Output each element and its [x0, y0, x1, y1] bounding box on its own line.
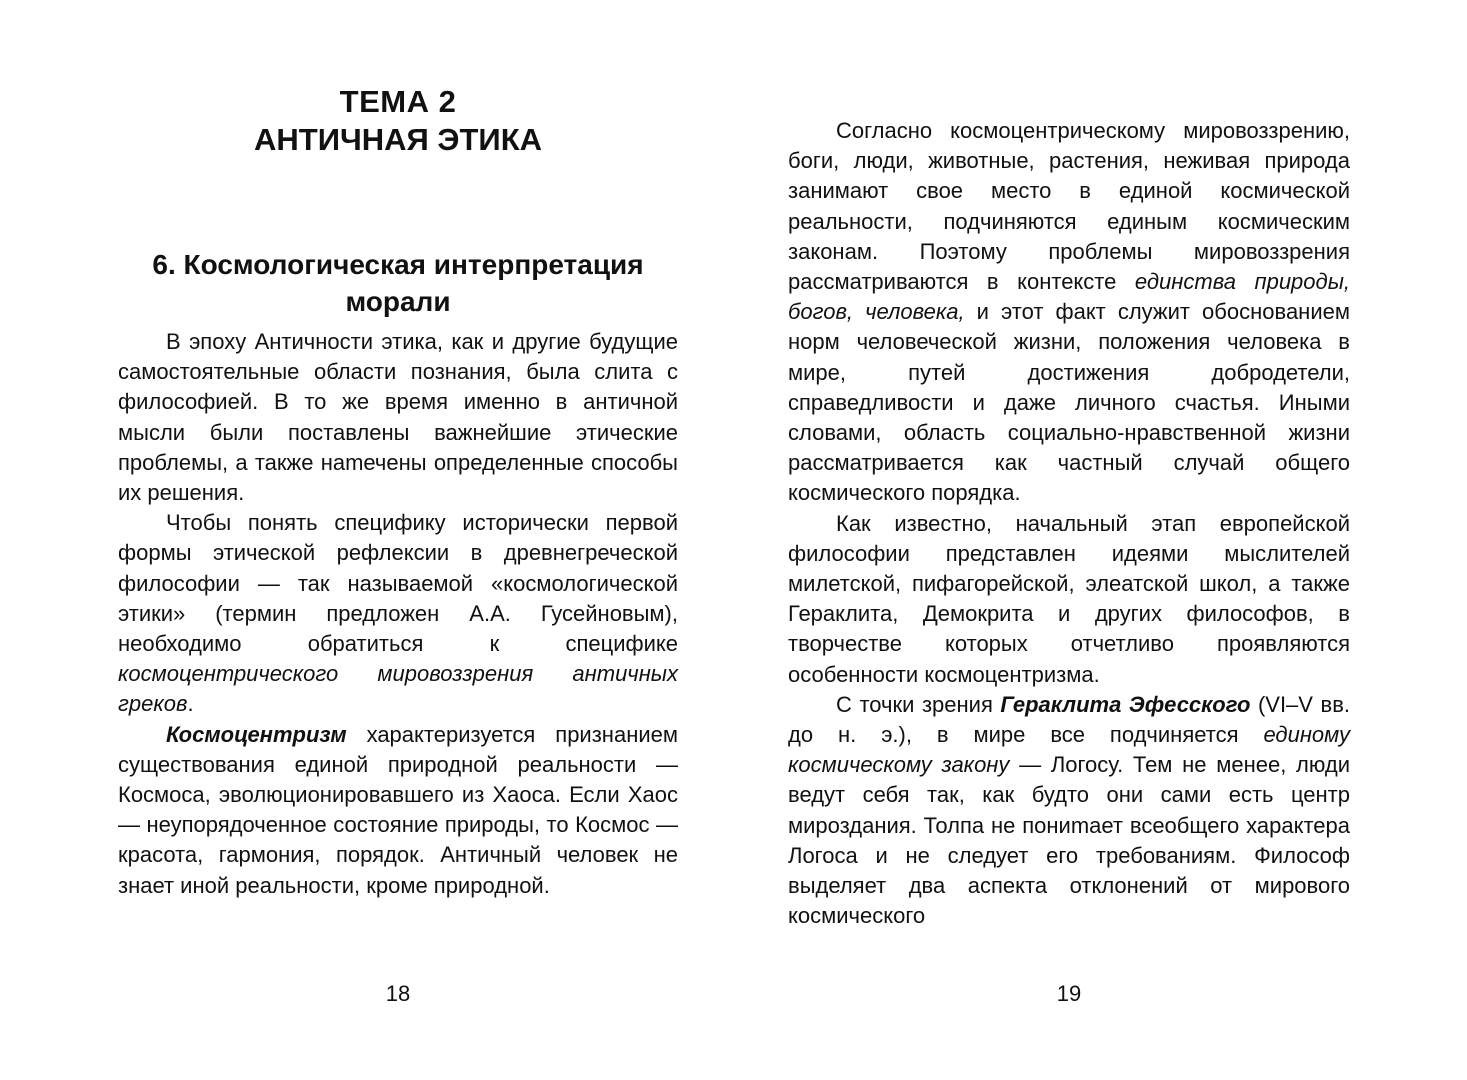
text-run: (VI–V вв. до н. э.), в мире все подчиняется [788, 691, 1351, 748]
text-run: — Логосу. Тем не менее, люди ведут себя так, как будто они сами есть центр мироздания. Толпа не пониmает всеобщего характера Логоса и не следует его требованиям. Философ выделяет два аспекта отклонений от мирового космического [788, 752, 1350, 929]
topic-title: АНТИЧНАЯ ЭТИКА [253, 122, 543, 157]
left-page [118, 0, 678, 1080]
italic-phrase: единому космическому закону [788, 722, 1350, 778]
right-body-text [788, 116, 1350, 931]
text-run: и этот факт служит обоснованием норм человеческой жизни, положения человека в мире, путей достижения добродетели, справедливости и даже личного счастья. Иными словами, область социально-нравственной жизни рассматривается как частный случай общего космического порядка. [788, 299, 1350, 506]
text-run: С точки зрения [836, 691, 1001, 717]
topic-number: ТЕМА 2 [339, 84, 457, 119]
name-highlight: Гераклита Эфесского [1000, 691, 1251, 717]
text-run: характеризуется признанием существования единой природной реальности — Космоса, эволюционировавшего из Хаоса. Если Хаос — неупорядоченное состояние природы, то Космос — красота, гармония, порядок. Античный человек не знает иной реальности, кроме природной. [118, 721, 678, 898]
term-highlight: Космоцентризм [166, 721, 347, 747]
text-run: Согласно космоцентрическому мировоззрению, боги, люди, животные, растения, неживая природа занимают свое место в единой космической реальности, подчиняются единым космическим законам. Поэтому проблемы мировоззрения рассматриваются в контексте [788, 118, 1350, 295]
paragraph [788, 690, 1350, 932]
page-number: 19 [1056, 981, 1082, 1006]
paragraph [118, 508, 678, 719]
italic-phrase: единства природы, богов, человека, [788, 269, 1350, 325]
left-body-text [118, 327, 678, 901]
italic-phrase: космоцентрического мировоззрения античных греков [118, 661, 678, 717]
paragraph: В эпоху Античности этика, как и другие будущие самостоятельные области познания, была слита с философией. В то же время именно в античной мысли были поставлены важнейшие этические проблемы, а также наmечены определенные способы их решения. [118, 329, 678, 506]
right-page [788, 0, 1350, 1080]
page-number: 18 [385, 981, 411, 1006]
section-title: 6. Космологическая интерпретация морали [152, 249, 644, 317]
paragraph [788, 116, 1350, 509]
paragraph: Как известно, начальный этап европейской философии представлен идеями мыслителей милетской, пифагорейской, элеатской школ, а также Гераклита, Демокрита и других философов, в творчестве которых отчетливо проявляются особенности космоцентризма. [788, 510, 1350, 687]
text-run: Чтобы понять специфику исторически первой формы этической рефлексии в древнегреческой философии — так называемой «космологической этики» (термин предложен А.А. Гусейновым), необходимо обратиться к специфике [118, 510, 678, 657]
text-run: . [187, 691, 194, 717]
paragraph [118, 720, 678, 901]
